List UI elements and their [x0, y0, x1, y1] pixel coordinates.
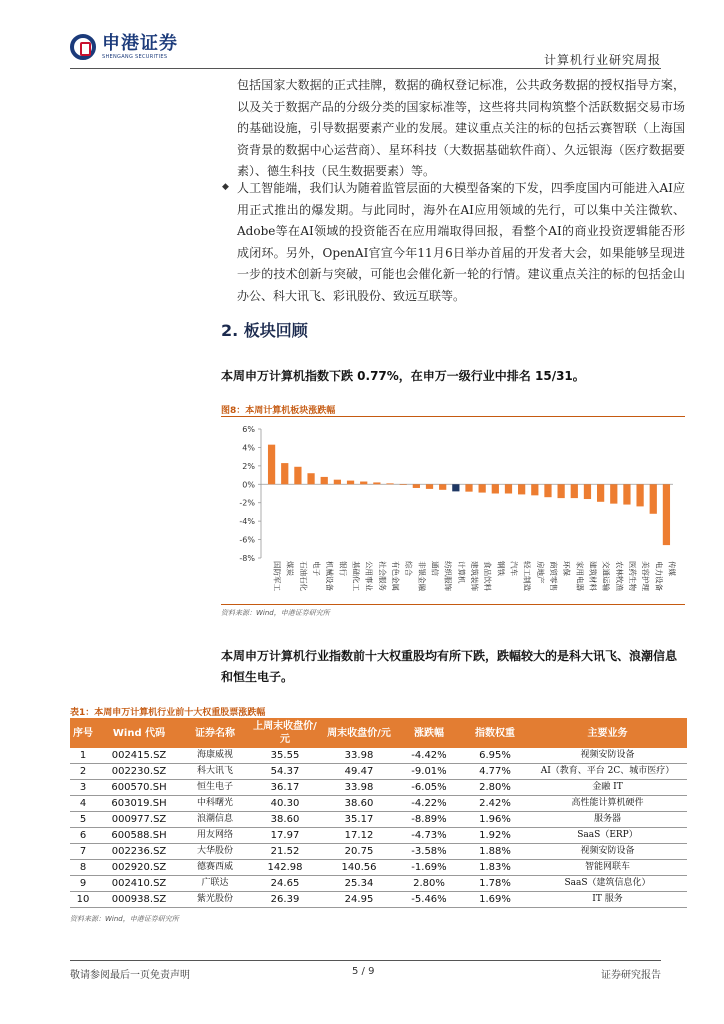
figure-top-rule	[221, 416, 685, 417]
cell-close: 38.60	[322, 796, 396, 812]
figure-bottom-rule	[221, 604, 685, 605]
bar-煤炭	[281, 463, 288, 484]
bar-汽车	[505, 484, 512, 493]
cell-prev-close: 35.55	[248, 748, 322, 764]
cell-name: 中科曙光	[182, 796, 248, 812]
section-title: 2. 板块回顾	[221, 321, 308, 340]
cell-change: -6.05%	[396, 780, 462, 796]
cell-prev-close: 26.39	[248, 892, 322, 908]
logo-emblem-icon	[70, 34, 96, 60]
bar-综合	[400, 484, 407, 485]
cell-business: AI（教育、平台 2C、城市医疗）	[528, 764, 687, 780]
cell-name: 海康威视	[182, 748, 248, 764]
y-tick-label: -8%	[239, 554, 255, 563]
bar-电力设备	[650, 484, 657, 513]
footer-disclaimer: 敬请参阅最后一页免责声明	[70, 970, 190, 981]
x-tick-label: 国防军工	[272, 561, 282, 591]
y-tick-label: -2%	[239, 498, 255, 508]
x-tick-label: 美容护理	[641, 561, 651, 591]
x-tick-label: 通信	[430, 561, 440, 576]
table-source: 资料来源：Wind，申港证券研究所	[70, 915, 179, 923]
cell-change: -5.46%	[396, 892, 462, 908]
cell-close: 35.17	[322, 812, 396, 828]
bar-建筑装饰	[465, 484, 472, 491]
x-tick-label: 公用事业	[364, 561, 374, 591]
cell-index: 7	[70, 844, 96, 860]
cell-business: SaaS（ERP）	[528, 828, 687, 844]
x-tick-label: 建筑装饰	[470, 561, 479, 591]
figure-title: 图8：本周计算机板块涨跌幅	[221, 406, 336, 416]
bar-社会服务	[373, 482, 380, 484]
bullet-icon: ◆	[222, 182, 229, 192]
cell-close: 49.47	[322, 764, 396, 780]
x-tick-label: 医药生物	[627, 561, 637, 591]
bar-农林牧渔	[610, 484, 617, 503]
logo-name-en: SHENGANG SECURITIES	[102, 54, 168, 60]
cell-index: 1	[70, 748, 96, 764]
cell-name: 用友网络	[182, 828, 248, 844]
cell-name: 广联达	[182, 876, 248, 892]
x-tick-label: 家用电器	[575, 561, 585, 591]
bar-计算机	[452, 484, 459, 491]
cell-code: 002920.SZ	[96, 860, 182, 876]
cell-code: 002230.SZ	[96, 764, 182, 780]
cell-index: 3	[70, 780, 96, 796]
cell-name: 大华股份	[182, 844, 248, 860]
bar-非银金融	[413, 484, 420, 488]
cell-close: 20.75	[322, 844, 396, 860]
table-header-row	[70, 718, 687, 748]
x-tick-label: 基础化工	[351, 561, 361, 591]
cell-name: 浪潮信息	[182, 812, 248, 828]
cell-business: IT 服务	[528, 892, 687, 908]
cell-weight: 1.69%	[462, 892, 528, 908]
x-tick-label: 环保	[562, 561, 572, 576]
bar-石油石化	[294, 467, 301, 485]
cell-code: 002236.SZ	[96, 844, 182, 860]
cell-prev-close: 54.37	[248, 764, 322, 780]
cell-name: 恒生电子	[182, 780, 248, 796]
cell-prev-close: 142.98	[248, 860, 322, 876]
y-tick-label: 2%	[242, 461, 255, 471]
bar-家用电器	[571, 484, 578, 498]
x-tick-label: 钢铁	[496, 561, 506, 576]
bar-医药生物	[623, 484, 630, 504]
x-tick-label: 建筑材料	[588, 561, 598, 591]
cell-close: 24.95	[322, 892, 396, 908]
company-logo	[70, 34, 178, 60]
bar-有色金属	[386, 483, 393, 484]
x-tick-label: 计算机	[456, 561, 466, 584]
bar-建筑材料	[584, 484, 591, 499]
bar-机械设备	[321, 477, 328, 484]
top10-table	[70, 718, 687, 908]
bar-商贸零售	[544, 484, 551, 497]
cell-code: 600570.SH	[96, 780, 182, 796]
cell-business: 高性能计算机硬件	[528, 796, 687, 812]
x-tick-label: 有色金属	[391, 561, 401, 591]
x-tick-label: 农林牧渔	[614, 561, 624, 591]
cell-index: 4	[70, 796, 96, 812]
footer-report-label: 证券研究报告	[601, 970, 661, 981]
header-prev-close: 上周末收盘价/元	[248, 718, 322, 748]
bar-通信	[426, 484, 433, 489]
table-row	[70, 844, 687, 860]
header-code: Wind 代码	[96, 718, 182, 748]
cell-business: 金融 IT	[528, 780, 687, 796]
y-tick-label: 6%	[242, 425, 255, 434]
cell-weight: 1.96%	[462, 812, 528, 828]
table-row	[70, 876, 687, 892]
x-tick-label: 煤炭	[285, 561, 295, 576]
header-name: 证券名称	[182, 718, 248, 748]
cell-change: 2.80%	[396, 876, 462, 892]
table-row	[70, 828, 687, 844]
cell-name: 科大讯飞	[182, 764, 248, 780]
table-title: 表1：本周申万计算机行业前十大权重股票涨跌幅	[70, 708, 266, 718]
cell-business: 服务器	[528, 812, 687, 828]
cell-weight: 1.83%	[462, 860, 528, 876]
x-tick-label: 电子	[312, 561, 322, 576]
index-summary: 本周申万计算机指数下跌 0.77%，在申万一级行业中排名 15/31。	[221, 369, 585, 383]
table-row	[70, 764, 687, 780]
cell-change: -1.69%	[396, 860, 462, 876]
cell-close: 17.12	[322, 828, 396, 844]
bar-纺织服饰	[439, 484, 446, 490]
cell-weight: 1.88%	[462, 844, 528, 860]
header-business: 主要业务	[528, 718, 687, 748]
table-row	[70, 812, 687, 828]
cell-index: 5	[70, 812, 96, 828]
table-row	[70, 892, 687, 908]
cell-name: 紫光股份	[182, 892, 248, 908]
header-divider	[70, 68, 661, 69]
cell-code: 600588.SH	[96, 828, 182, 844]
bar-房地产	[531, 484, 538, 495]
cell-index: 9	[70, 876, 96, 892]
cell-change: -4.42%	[396, 748, 462, 764]
x-tick-label: 汽车	[509, 561, 519, 576]
cell-weight: 2.80%	[462, 780, 528, 796]
cell-code: 000977.SZ	[96, 812, 182, 828]
x-tick-label: 社会服务	[377, 561, 387, 591]
cell-prev-close: 24.65	[248, 876, 322, 892]
x-tick-label: 交通运输	[601, 561, 611, 591]
cell-index: 8	[70, 860, 96, 876]
table-row	[70, 860, 687, 876]
cell-weight: 1.92%	[462, 828, 528, 844]
bar-国防军工	[268, 445, 275, 485]
bar-传媒	[663, 484, 670, 545]
x-tick-label: 机械设备	[325, 561, 335, 591]
bar-银行	[334, 480, 341, 485]
cell-change: -8.89%	[396, 812, 462, 828]
x-tick-label: 电力设备	[654, 561, 664, 591]
footer-divider	[70, 960, 661, 961]
cell-business: 智能网联车	[528, 860, 687, 876]
table-row	[70, 748, 687, 764]
cell-change: -9.01%	[396, 764, 462, 780]
x-tick-label: 石油石化	[298, 561, 308, 591]
x-tick-label: 食品饮料	[483, 561, 493, 591]
cell-close: 33.98	[322, 748, 396, 764]
cell-prev-close: 17.97	[248, 828, 322, 844]
y-tick-label: 0%	[242, 480, 255, 490]
cell-code: 002410.SZ	[96, 876, 182, 892]
cell-business: 视频安防设备	[528, 748, 687, 764]
cell-change: -4.73%	[396, 828, 462, 844]
bar-环保	[558, 484, 565, 498]
cell-code: 000938.SZ	[96, 892, 182, 908]
x-tick-label: 非银金融	[417, 561, 427, 591]
header-close: 周末收盘价/元	[322, 718, 396, 748]
page-number: 5 / 9	[352, 966, 375, 977]
x-tick-label: 银行	[338, 561, 348, 576]
report-type-title: 计算机行业研究周报	[543, 53, 661, 67]
header-index: 序号	[70, 718, 96, 748]
cell-prev-close: 36.17	[248, 780, 322, 796]
x-tick-label: 纺织服饰	[443, 561, 453, 591]
paragraph-data-elements: 包括国家大数据的正式挂牌，数据的确权登记标准，公共政务数据的授权指导方案，以及关于数据产品的分级分类的国家标准等，这些将共同构筑整个活跃数据交易市场的基础设施，引导数据要素产业的发展。建议重点关注的标的包括云赛智联（上海国资背景的数据中心运营商）、星环科技（大数据基础软件商）、久远银海（医疗数据要素）、德生科技（民生数据要素）等。	[237, 78, 685, 178]
cell-code: 002415.SZ	[96, 748, 182, 764]
cell-close: 33.98	[322, 780, 396, 796]
cell-weight: 4.77%	[462, 764, 528, 780]
cell-index: 2	[70, 764, 96, 780]
bar-钢铁	[492, 484, 499, 493]
figure-source: 资料来源：Wind，申港证券研究所	[221, 609, 330, 617]
table-row	[70, 796, 687, 812]
cell-name: 德赛西威	[182, 860, 248, 876]
cell-business: 视频安防设备	[528, 844, 687, 860]
x-tick-label: 传媒	[667, 561, 677, 576]
cell-weight: 1.78%	[462, 876, 528, 892]
cell-index: 6	[70, 828, 96, 844]
cell-close: 140.56	[322, 860, 396, 876]
cell-change: -3.58%	[396, 844, 462, 860]
bar-公用事业	[360, 482, 367, 485]
cell-prev-close: 38.60	[248, 812, 322, 828]
paragraph-ai: 人工智能端，我们认为随着监管层面的大模型备案的下发，四季度国内可能进入AI应用正式推出的爆发期。与此同时，海外在AI应用领域的先行，可以集中关注微软、Adobe等在AI领域的投资能否在应用端取得回报，看整个AI的商业投资逻辑能否形成闭环。另外，OpenAI官宣今年11月6日举办首届的开发者大会，如果能够呈现进一步的技术创新与突破，可能也会催化新一轮的行情。建议重点关注的标的包括金山办公、科大讯飞、彩讯股份、致远互联等。	[237, 181, 685, 303]
cell-close: 25.34	[322, 876, 396, 892]
bar-电子	[307, 473, 314, 484]
sector-change-chart	[221, 418, 685, 603]
cell-change: -4.22%	[396, 796, 462, 812]
cell-prev-close: 21.52	[248, 844, 322, 860]
header-change: 涨跌幅	[396, 718, 462, 748]
bar-轻工制造	[518, 484, 525, 494]
bar-食品饮料	[479, 484, 486, 492]
bar-基础化工	[347, 481, 354, 485]
top10-summary: 本周申万计算机行业指数前十大权重股均有所下跌，跌幅较大的是科大讯飞、浪潮信息和恒生电子。	[221, 649, 678, 684]
table-row	[70, 780, 687, 796]
cell-code: 603019.SH	[96, 796, 182, 812]
cell-index: 10	[70, 892, 96, 908]
cell-business: SaaS（建筑信息化）	[528, 876, 687, 892]
x-tick-label: 轻工制造	[522, 561, 532, 591]
y-tick-label: 4%	[242, 443, 255, 453]
y-tick-label: -4%	[239, 517, 255, 527]
cell-weight: 6.95%	[462, 748, 528, 764]
logo-name-cn: 申港证券	[102, 33, 178, 54]
x-tick-label: 综合	[404, 561, 414, 576]
y-tick-label: -6%	[239, 535, 255, 545]
x-tick-label: 商贸零售	[548, 561, 558, 591]
header-weight: 指数权重	[462, 718, 528, 748]
bar-交通运输	[597, 484, 604, 502]
x-tick-label: 房地产	[535, 561, 545, 584]
bar-美容护理	[636, 484, 643, 506]
cell-weight: 2.42%	[462, 796, 528, 812]
cell-prev-close: 40.30	[248, 796, 322, 812]
